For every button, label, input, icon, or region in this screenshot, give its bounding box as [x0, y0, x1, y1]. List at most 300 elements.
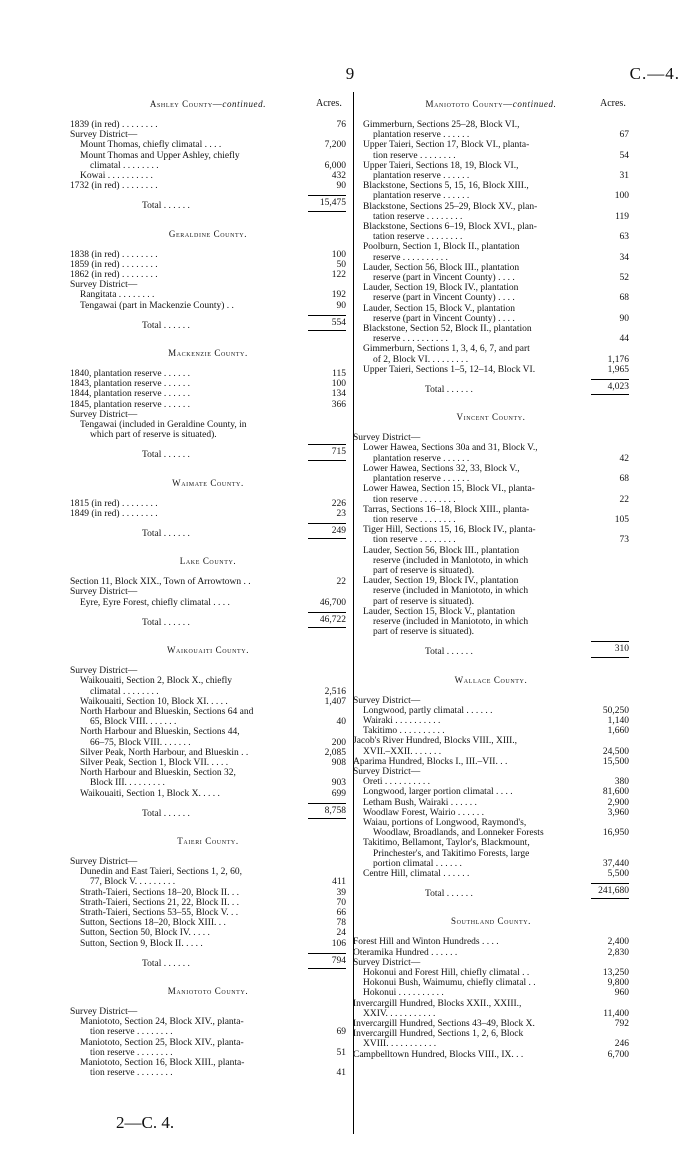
row-label: tion reserve . . . . . . . . [90, 1068, 173, 1079]
row-acres: 3,960 [607, 807, 629, 818]
row-acres: 119 [615, 211, 629, 222]
table-row [70, 768, 346, 778]
row-label: Sutton, Sections 18–20, Block XIII. . . [80, 918, 226, 929]
row-label: Maniototo, Section 16, Block XIII., planta- [80, 1057, 245, 1068]
total-value: 310 [591, 641, 629, 657]
table-row [353, 767, 629, 777]
table-row [353, 273, 629, 283]
row-acres: 44 [619, 334, 629, 345]
table-row [353, 181, 629, 191]
table-row [353, 576, 629, 586]
row-label: tion reserve . . . . . . . . [90, 1047, 173, 1058]
row-label: Kowai . . . . . . . . . . [80, 171, 153, 182]
table-row [353, 617, 629, 627]
row-acres: 37,440 [602, 858, 629, 869]
table-row [70, 161, 346, 171]
row-label: Maniototo, Section 24, Block XIV., planta- [80, 1017, 244, 1028]
table-row [70, 301, 346, 311]
table-row [353, 1009, 629, 1019]
acres-header-left: Acres. [316, 98, 342, 109]
row-acres: 90 [619, 313, 629, 324]
row-acres: 411 [332, 877, 346, 888]
row-label: Lauder, Section 15, Block V., plantation [363, 303, 516, 314]
row-acres: 7,200 [324, 140, 346, 151]
row-label: Longwood, larger portion climatal . . . . [363, 787, 513, 798]
row-label: Lower Hawea, Section 15, Block VI., planta- [363, 484, 535, 495]
table-row [353, 726, 629, 736]
row-acres: 100 [331, 249, 346, 260]
row-label: Lauder, Section 56, Block III., plantation [363, 262, 520, 273]
table-row [353, 191, 629, 201]
row-label: tion reserve . . . . . . . . [373, 494, 456, 505]
table-row [353, 304, 629, 314]
row-label: tion reserve . . . . . . . . [373, 150, 456, 161]
section-title: Lake County. [179, 556, 237, 567]
table-row [353, 1029, 629, 1039]
total-label: Total . . . . . . [425, 889, 473, 900]
row-acres: 5,500 [607, 869, 629, 879]
row-acres: 2,830 [607, 947, 629, 958]
total-row [70, 523, 346, 539]
row-label: Hokonui and Forest Hill, chiefly climatal . . [363, 968, 530, 979]
row-label: Upper Taieri, Sections 18, 19, Block VI., [363, 160, 519, 171]
row-label: reserve (part in Vincent County) . . . . [373, 293, 515, 304]
total-row [70, 612, 346, 628]
row-acres: 122 [331, 270, 346, 281]
table-row [70, 577, 346, 587]
total-value: 249 [308, 523, 346, 539]
table-row [353, 968, 629, 978]
document-reference: C.—4. [629, 64, 680, 83]
table-row [353, 999, 629, 1009]
row-acres: 90 [336, 300, 346, 311]
table-row [353, 171, 629, 181]
table-row [70, 389, 346, 399]
row-acres: 78 [336, 918, 346, 929]
table-row [353, 988, 629, 998]
row-label: 1815 (in red) . . . . . . . . [70, 498, 158, 509]
row-label: Lauder, Section 56, Block III., plantation [363, 545, 520, 556]
section-title: Mackenzie County. [168, 348, 248, 359]
table-row [70, 509, 346, 519]
row-label: Mount Thomas, chiefly climatal . . . . [80, 140, 222, 151]
table-row [353, 232, 629, 242]
table-row [70, 120, 346, 130]
row-label: Eyre, Eyre Forest, chiefly climatal . . . . [80, 597, 230, 608]
row-label: Survey District— [70, 856, 138, 867]
row-label: Lower Hawea, Sections 30a and 31, Block V., [363, 443, 538, 454]
row-label: Jacob's River Hundred, Blocks VIII., XIII., [353, 736, 518, 747]
table-row [70, 1048, 346, 1058]
row-acres: 9,800 [607, 978, 629, 989]
row-label: Survey District— [70, 280, 138, 291]
row-label: Campbelltown Hundred, Blocks VIII., IX. . . [353, 1049, 524, 1060]
row-label: plantation reserve . . . . . . [373, 453, 470, 464]
table-row [70, 857, 346, 867]
table-row [70, 587, 346, 597]
row-label: Strath-Taieri, Sections 21, 22, Block II. . . [80, 897, 239, 908]
table-row [353, 948, 629, 958]
table-row [353, 324, 629, 334]
row-label: reserve (part in Vincent County) . . . . [373, 273, 515, 284]
row-label: Sutton, Section 9, Block II. . . . . [80, 938, 203, 949]
table-row [353, 566, 629, 576]
table-row [70, 908, 346, 918]
row-label: plantation reserve . . . . . . [373, 171, 470, 182]
total-value: 46,722 [308, 612, 346, 628]
row-label: Oreti . . . . . . . . . . [363, 777, 431, 788]
total-value: 241,680 [591, 883, 629, 899]
table-row [353, 869, 629, 879]
row-acres: 42 [619, 453, 629, 464]
total-label: Total . . . . . . [142, 320, 190, 331]
row-label: 1862 (in red) . . . . . . . . [70, 270, 158, 281]
table-row [70, 1058, 346, 1068]
row-acres: 100 [614, 191, 629, 202]
row-label: reserve . . . . . . . . . . [373, 252, 448, 263]
row-label: Lauder, Section 19, Block IV., plantation [363, 283, 519, 294]
table-row [353, 716, 629, 726]
table-row [70, 260, 346, 270]
row-label: Hokonui . . . . . . . . . . [363, 988, 444, 999]
row-acres: 39 [336, 887, 346, 898]
row-label: Survey District— [70, 666, 138, 677]
section-title: Ashley County—continued. [149, 99, 267, 109]
row-acres: 1,965 [607, 364, 629, 375]
table-row [70, 140, 346, 150]
table-row [353, 556, 629, 566]
row-label: 1838 (in red) . . . . . . . . [70, 249, 158, 260]
table-row [70, 939, 346, 949]
row-label: part of reserve is situated). [373, 627, 475, 638]
page-footer: 2—C. 4. [116, 1113, 175, 1132]
row-acres: 1,660 [607, 726, 629, 737]
table-row [353, 161, 629, 171]
row-label: Tengawai (included in Geraldine County, in [80, 420, 247, 431]
table-row [353, 355, 629, 365]
table-row [353, 535, 629, 545]
row-label: 1840, plantation reserve . . . . . . [70, 369, 191, 380]
row-label: Upper Taieri, Section 17, Block VI., planta- [363, 140, 530, 151]
table-row [353, 212, 629, 222]
row-label: plantation reserve . . . . . . [373, 130, 470, 141]
section-title: Southland County. [450, 916, 532, 927]
row-acres: 67 [619, 130, 629, 141]
row-acres: 40 [336, 717, 346, 728]
table-row [353, 1050, 629, 1060]
table-row [70, 598, 346, 608]
total-value: 715 [308, 444, 346, 460]
row-label: 1732 (in red) . . . . . . . . [70, 181, 158, 192]
table-row [353, 937, 629, 947]
row-acres: 68 [619, 293, 629, 304]
row-label: Woodlaw Forest, Wairio . . . . . . [363, 807, 484, 818]
row-acres: 15,500 [602, 756, 629, 767]
table-row [70, 1017, 346, 1027]
right-column [353, 98, 629, 1060]
row-label: North Harbour and Blueskin, Section 32, [80, 768, 236, 779]
row-acres: 2,085 [324, 747, 346, 758]
table-row [353, 314, 629, 324]
row-label: North Harbour and Blueskin, Sections 64 and [80, 706, 254, 717]
row-acres: 52 [619, 273, 629, 284]
total-label: Total . . . . . . [142, 201, 190, 212]
table-row [70, 778, 346, 788]
row-acres: 22 [336, 577, 346, 588]
row-label: Mount Thomas and Upper Ashley, chiefly [80, 150, 240, 161]
table-row [70, 727, 346, 737]
row-acres: 2,516 [324, 686, 346, 697]
row-acres: 699 [331, 788, 346, 799]
table-row [70, 867, 346, 877]
table-row [353, 505, 629, 515]
row-label: Waikouaiti, Section 1, Block X. . . . . [80, 788, 220, 799]
row-label: reserve (included in Maniototo, in which [373, 586, 529, 597]
table-row [70, 270, 346, 280]
table-row [70, 1007, 346, 1017]
row-label: Tarras, Sections 16–18, Block XIII., planta- [363, 504, 530, 515]
total-label: Total . . . . . . [142, 617, 190, 628]
row-acres: 246 [614, 1039, 629, 1050]
row-acres: 105 [614, 514, 629, 525]
total-row [70, 315, 346, 331]
section-title: Vincent County. [456, 412, 526, 423]
row-label: Block III. . . . . . . . . [90, 778, 165, 789]
total-label: Total . . . . . . [142, 808, 190, 819]
table-row [70, 379, 346, 389]
row-acres: 51 [336, 1047, 346, 1058]
row-label: Survey District— [70, 587, 138, 598]
row-label: 1843, plantation reserve . . . . . . [70, 379, 191, 390]
row-acres: 50,250 [602, 705, 629, 716]
row-label: plantation reserve . . . . . . [373, 474, 470, 485]
row-acres: 24 [336, 928, 346, 939]
section-title: Wallace County. [454, 674, 528, 685]
row-label: of 2, Block VI. . . . . . . . . [373, 354, 469, 365]
total-value: 8,758 [308, 803, 346, 819]
row-label: XXIV. . . . . . . . . . . [363, 1008, 436, 1019]
row-label: Blackstone, Sections 25–29, Block XV., plan- [363, 201, 538, 212]
table-row [70, 1068, 346, 1078]
row-label: North Harbour and Blueskin, Sections 44, [80, 727, 240, 738]
row-label: Invercargill Hundred, Blocks XXII., XXIII., [353, 998, 522, 1009]
row-label: Strath-Taieri, Sections 53–55, Block V. . . [80, 907, 239, 918]
row-acres: 68 [619, 474, 629, 485]
row-acres: 11,400 [603, 1008, 629, 1019]
row-label: Longwood, partly climatal . . . . . . [363, 705, 493, 716]
table-row [70, 697, 346, 707]
row-label: tion reserve . . . . . . . . [90, 1027, 173, 1038]
total-row [353, 379, 629, 395]
row-acres: 16,950 [602, 828, 629, 839]
row-label: Invercargill Hundred, Sections 1, 2, 6, Block [353, 1029, 524, 1040]
row-acres: 76 [336, 120, 346, 130]
table-row [353, 958, 629, 968]
table-row [70, 369, 346, 379]
table-row [353, 120, 629, 130]
table-row [353, 627, 629, 637]
row-acres: 1,140 [607, 715, 629, 726]
total-label: Total . . . . . . [142, 529, 190, 540]
table-row [70, 928, 346, 938]
row-acres: 34 [619, 252, 629, 263]
table-row [353, 344, 629, 354]
row-label: Survey District— [70, 1006, 138, 1017]
table-row [70, 898, 346, 908]
total-row [353, 883, 629, 899]
section-title: Maniototo County. [167, 985, 249, 996]
table-row [70, 499, 346, 509]
total-row [70, 803, 346, 819]
page-number: 9 [345, 64, 355, 83]
section-title: Taieri County. [177, 835, 239, 846]
table-row [353, 798, 629, 808]
row-label: 1844, plantation reserve . . . . . . [70, 389, 191, 400]
row-label: portion climatal . . . . . . [373, 858, 462, 869]
table-row [353, 586, 629, 596]
total-label: Total . . . . . . [425, 647, 473, 658]
row-label: Oteramika Hundred . . . . . . [353, 947, 458, 958]
table-row [353, 443, 629, 453]
row-label: Survey District— [353, 957, 421, 968]
row-acres: 63 [619, 232, 629, 243]
table-row [353, 757, 629, 767]
table-row [353, 849, 629, 859]
row-label: Takitimo, Bellamont, Taylor's, Blackmount, [363, 838, 530, 849]
row-label: Strath-Taieri, Sections 18–20, Block II. . . [80, 887, 239, 898]
row-label: reserve (included in Maniototo, in which [373, 616, 529, 627]
row-label: Woodlaw, Broadlands, and Lonneker Forests [373, 828, 544, 839]
row-label: 1839 (in red) . . . . . . . . [70, 120, 158, 130]
table-row [353, 787, 629, 797]
table-row [353, 222, 629, 232]
table-row [353, 484, 629, 494]
table-row [353, 151, 629, 161]
table-row [353, 1019, 629, 1029]
row-acres: 1,407 [324, 696, 346, 707]
row-label: climatal . . . . . . . . [90, 160, 159, 171]
table-row [70, 738, 346, 748]
total-row [70, 195, 346, 211]
row-label: reserve . . . . . . . . . . [373, 334, 448, 345]
table-row [70, 666, 346, 676]
row-label: Blackstone, Sections 5, 15, 16, Block XIII., [363, 181, 529, 192]
total-label: Total . . . . . . [425, 385, 473, 396]
row-label: tation reserve . . . . . . . . [373, 232, 463, 243]
row-label: Hokonui Bush, Waimumu, chiefly climatal . . [363, 978, 536, 989]
table-row [70, 789, 346, 799]
row-acres: 31 [619, 171, 629, 182]
section-title: Waimate County. [172, 477, 244, 488]
row-acres: 115 [332, 369, 346, 380]
table-row [353, 706, 629, 716]
row-label: reserve (included in Manlototo, in which [373, 555, 529, 566]
table-row [353, 242, 629, 252]
table-row [70, 1027, 346, 1037]
table-row [353, 1039, 629, 1049]
row-label: Maniototo, Section 25, Block XIV., planta- [80, 1037, 244, 1048]
row-label: part of reserve is situated). [373, 596, 475, 607]
row-acres: 41 [336, 1068, 346, 1079]
row-label: Blackstone, Sections 6–19, Block XVI., plan- [363, 222, 537, 233]
row-label: Princhester's, and Takitimo Forests, large [373, 848, 530, 859]
row-label: Dunedin and East Taieri, Sections 1, 2, 60, [80, 867, 242, 878]
row-label: Gimmerburn, Sections 25–28, Block VI., [363, 120, 520, 130]
row-label: reserve (part in Vincent County) . . . . [373, 313, 515, 324]
row-label: 1845, plantation reserve . . . . . . [70, 399, 191, 410]
row-label: XVII.–XXII. . . . . . . [363, 746, 442, 757]
row-label: Survey District— [353, 766, 421, 777]
row-label: tion reserve . . . . . . . . [373, 514, 456, 525]
row-acres: 6,000 [324, 160, 346, 171]
row-label: Wairaki . . . . . . . . . . [363, 715, 441, 726]
table-row [353, 808, 629, 818]
row-acres: 2,900 [607, 797, 629, 808]
table-row [70, 290, 346, 300]
row-label: Survey District— [70, 409, 138, 420]
row-acres: 792 [614, 1019, 629, 1030]
row-acres: 50 [336, 259, 346, 270]
row-label: 77, Block V. . . . . . . . . [90, 877, 176, 888]
row-acres: 6,700 [607, 1049, 629, 1060]
row-acres: 100 [331, 379, 346, 390]
table-row [353, 495, 629, 505]
table-row [70, 410, 346, 420]
total-label: Total . . . . . . [142, 958, 190, 969]
table-row [353, 474, 629, 484]
row-label: climatal . . . . . . . . [90, 686, 159, 697]
row-label: Lauder, Section 15, Block V., plantation [363, 606, 516, 617]
row-acres: 24,500 [602, 746, 629, 757]
table-row [353, 253, 629, 263]
table-row [353, 515, 629, 525]
row-label: which part of reserve is situated). [90, 430, 217, 441]
table-row [70, 748, 346, 758]
row-acres: 90 [336, 181, 346, 192]
left-column [70, 98, 346, 1078]
table-row [353, 464, 629, 474]
total-row [353, 641, 629, 657]
table-row [353, 283, 629, 293]
row-acres: 22 [619, 494, 629, 505]
row-label: Survey District— [70, 130, 138, 141]
row-label: Survey District— [353, 695, 421, 706]
table-row [70, 430, 346, 440]
row-label: Lauder, Section 19, Block IV., plantation [363, 576, 519, 587]
table-row [70, 687, 346, 697]
row-label: Forest Hill and Winton Hundreds . . . . [353, 937, 499, 948]
table-row [353, 202, 629, 212]
table-row [353, 838, 629, 848]
table-row [70, 918, 346, 928]
row-acres: 960 [614, 988, 629, 999]
table-row [353, 736, 629, 746]
row-acres: 23 [336, 508, 346, 519]
total-row [70, 444, 346, 460]
total-label: Total . . . . . . [142, 450, 190, 461]
row-label: Upper Taieri, Sections 1–5, 12–14, Block VI. [363, 364, 536, 375]
row-label: Sutton, Section 50, Block IV. . . . . [80, 928, 210, 939]
row-acres: 73 [619, 535, 629, 546]
total-value: 554 [308, 315, 346, 331]
row-label: Waikouaiti, Section 10, Block XI. . . . . [80, 696, 228, 707]
table-row [70, 717, 346, 727]
row-label: 1859 (in red) . . . . . . . . [70, 259, 158, 270]
row-acres: 69 [336, 1027, 346, 1038]
row-label: Tengawai (part in Mackenzie County) . . [80, 300, 234, 311]
row-label: Centre Hill, climatal . . . . . . [363, 869, 470, 879]
table-row [353, 597, 629, 607]
